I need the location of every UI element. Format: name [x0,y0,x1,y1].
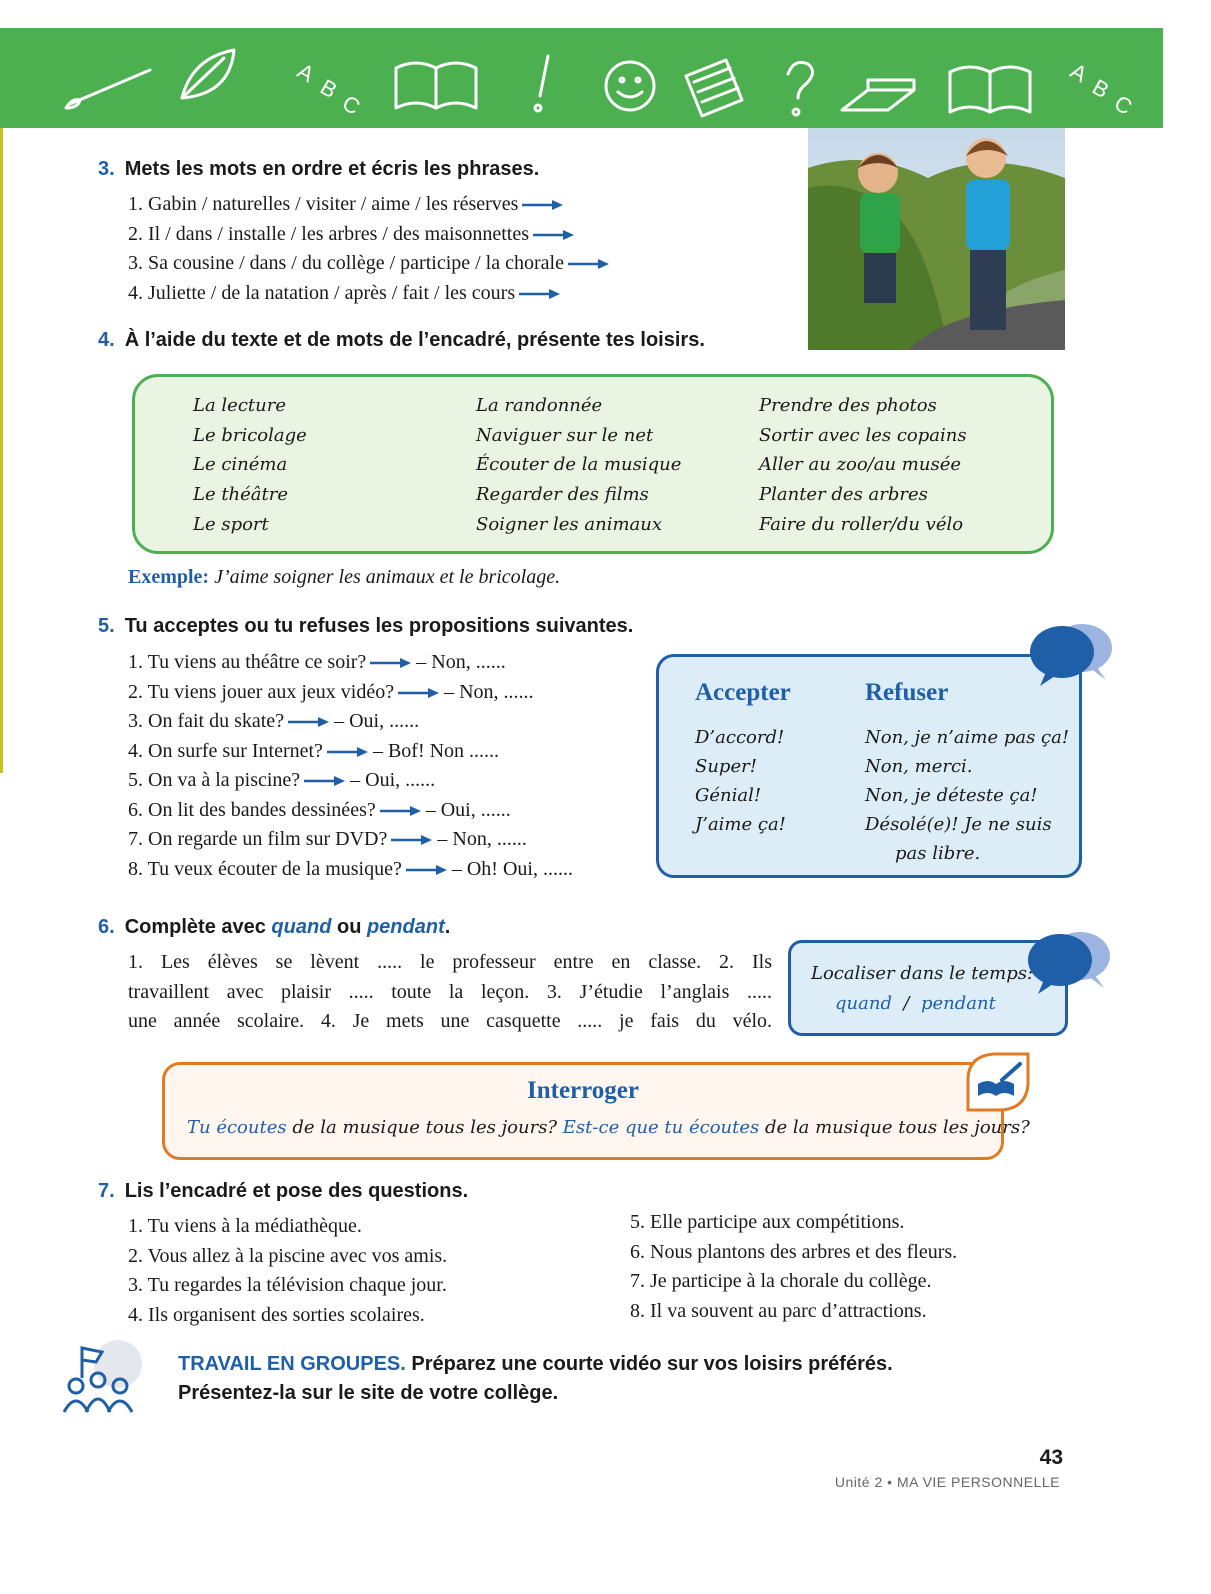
open-book-icon [950,67,1030,112]
interroger-example: Tu écoutes de la musique tous les jours? Est-ce que tu écoutes de la musique tous les jours? [187,1117,1030,1138]
list-item: 1. Tu viens à la médiathèque. [128,1215,362,1237]
list-item: 5. On va à la piscine? – Oui, ...... [128,769,436,791]
ex4-example [128,566,560,589]
header-banner [0,28,1163,128]
svg-text:B: B [1088,74,1114,104]
list-item: 6. Nous plantons des arbres et des fleurs. [630,1240,958,1263]
arrow-right-icon [380,805,422,817]
interroger-box [162,1062,1030,1160]
list-item: 2. Tu viens jouer aux jeux vidéo? – Non, ...... [128,680,534,703]
word-pendant: pendant [366,916,445,938]
refuse-heading: Refuser [865,679,949,706]
svg-text:A: A [293,58,319,88]
time-box: Localiser dans le temps: quand / pendant [788,940,1068,1036]
interroger-title: Interroger [527,1077,639,1104]
list-item: 2. Vous allez à la piscine avec vos amis. [128,1244,448,1267]
list-item: 5. Elle participe aux compétitions. [630,1211,905,1233]
abc-icon [293,58,364,120]
ex7-list-left [128,1212,447,1330]
arrow-right-icon [304,775,346,787]
arrow-right-icon [398,687,440,699]
smiley-icon [606,62,654,110]
group-work-label: TRAVAIL EN GROUPES. [178,1353,406,1375]
word-column-2: La randonnée Naviguer sur le net Écouter de la musique Regarder des films Soigner les animaux [476,395,682,535]
ex3-number: 3. [98,158,115,180]
list-item: 6. On lit des bandes dessinées? – Oui, ...... [128,798,511,821]
unit-footer: Unité 2 • MA VIE PERSONNELLE [834,1474,1060,1490]
arrow-right-icon [568,258,610,270]
arrow-right-icon [406,864,448,876]
speech-bubble-icon [1024,926,1114,996]
speech-bubble-icon [1026,618,1116,688]
list-item: 3. On fait du skate? – Oui, ...... [128,710,420,732]
arrow-right-icon [522,199,564,211]
arrow-right-icon [370,657,412,669]
book-writing-icon [962,1050,1032,1112]
paintbrush-icon [66,70,150,108]
example-label: Exemple: [128,566,210,588]
example-text: J’aime soigner les animaux et le bricolage. [214,566,561,588]
svg-text:B: B [316,74,342,104]
abc-icon [1066,58,1136,120]
ex7-number: 7. [98,1180,115,1202]
ex6-heading: 6. Complète avec quand ou pendant. [98,916,451,938]
ex3-heading [98,158,539,181]
ex5-heading [98,615,633,638]
accept-list: D’accord! Super! Génial! J’aime ça! [695,727,786,835]
list-item: 3. Sa cousine / dans / du collège / participe / la chorale [128,249,614,279]
list-item: 2. Il / dans / installe / les arbres / des maisonnettes [128,220,614,250]
eraser-icon [842,80,914,110]
list-item: 7. On regarde un film sur DVD? – Non, ...... [128,828,527,850]
open-book-icon [396,63,476,108]
word-column-1: La lecture Le bricolage Le cinéma Le théâtre Le sport [193,395,307,535]
word-quand: quand [271,916,332,938]
list-item: 4. Ils organisent des sorties scolaires. [128,1303,425,1326]
ex4-heading [98,329,705,352]
leaf-icon [182,50,234,98]
arrow-right-icon [327,746,369,758]
list-item: 1. Gabin / naturelles / visiter / aime / les réserves [128,190,614,220]
arrow-right-icon [519,288,561,300]
question-mark-icon [788,62,813,115]
ex7-title: Lis l’encadré et pose des questions. [124,1180,469,1202]
ex3-title: Mets les mots en ordre et écris les phrases. [124,158,540,180]
ex4-number: 4. [98,329,115,351]
ex5-number: 5. [98,615,115,637]
header-icons [0,28,1163,128]
svg-text:A: A [1066,58,1092,88]
ex7-list-right [630,1208,957,1326]
ex3-list [128,190,614,308]
list-item: 4. On surfe sur Internet? – Bof! Non ...... [128,739,500,762]
list-item: 1. Tu viens au théâtre ce soir? – Non, ...... [128,651,506,673]
ex5-title: Tu acceptes ou tu refuses les propositions suivantes. [124,615,634,637]
page-number: 43 [1039,1446,1063,1469]
accept-refuse-box [656,654,1082,878]
ex7-heading [98,1180,468,1203]
svg-text:C: C [338,90,365,120]
ex4-title: À l’aide du texte et de mots de l’encadré, présente tes loisirs. [124,329,705,351]
left-color-strip [0,128,3,773]
ex6-text: 1. Les élèves se lèvent ..... le professeur entre en classe. 2. Ils travaillent avec plaisir ..... toute la leçon. 3. J’étudie l’anglais ..... une année scolaire. 4. Je mets une casquette ..... je fais du vélo. [128,951,772,1032]
refuse-list: Non, je n’aime pas ça! Non, merci. Non, je déteste ça! Désolé(e)! Je ne suis pas libre. [865,727,1070,864]
arrow-right-icon [533,229,575,241]
list-item: 4. Juliette / de la natation / après / fait / les cours [128,279,614,309]
ex5-list [128,648,573,884]
svg-text:C: C [1110,90,1137,120]
list-item: 8. Il va souvent au parc d’attractions. [630,1299,927,1322]
ex6-number: 6. [98,916,115,938]
exclamation-icon [535,56,548,111]
arrow-right-icon [391,834,433,846]
group-work-icon [60,1338,142,1414]
list-item: 3. Tu regardes la télévision chaque jour. [128,1274,447,1296]
notebook-icon [686,60,742,116]
word-column-3: Prendre des photos Sortir avec les copains Aller au zoo/au musée Planter des arbres Faire du roller/du vélo [759,395,967,535]
group-work-text: TRAVAIL EN GROUPES. Préparez une courte vidéo sur vos loisirs préférés. Présentez-la sur le site de votre collège. [178,1353,893,1404]
list-item: 7. Je participe à la chorale du collège. [630,1270,932,1292]
photo-children-running [808,128,1065,350]
accept-heading: Accepter [695,679,791,706]
list-item: 8. Tu veux écouter de la musique? – Oh! Oui, ...... [128,857,573,880]
word-box [132,374,1054,554]
arrow-right-icon [288,716,330,728]
